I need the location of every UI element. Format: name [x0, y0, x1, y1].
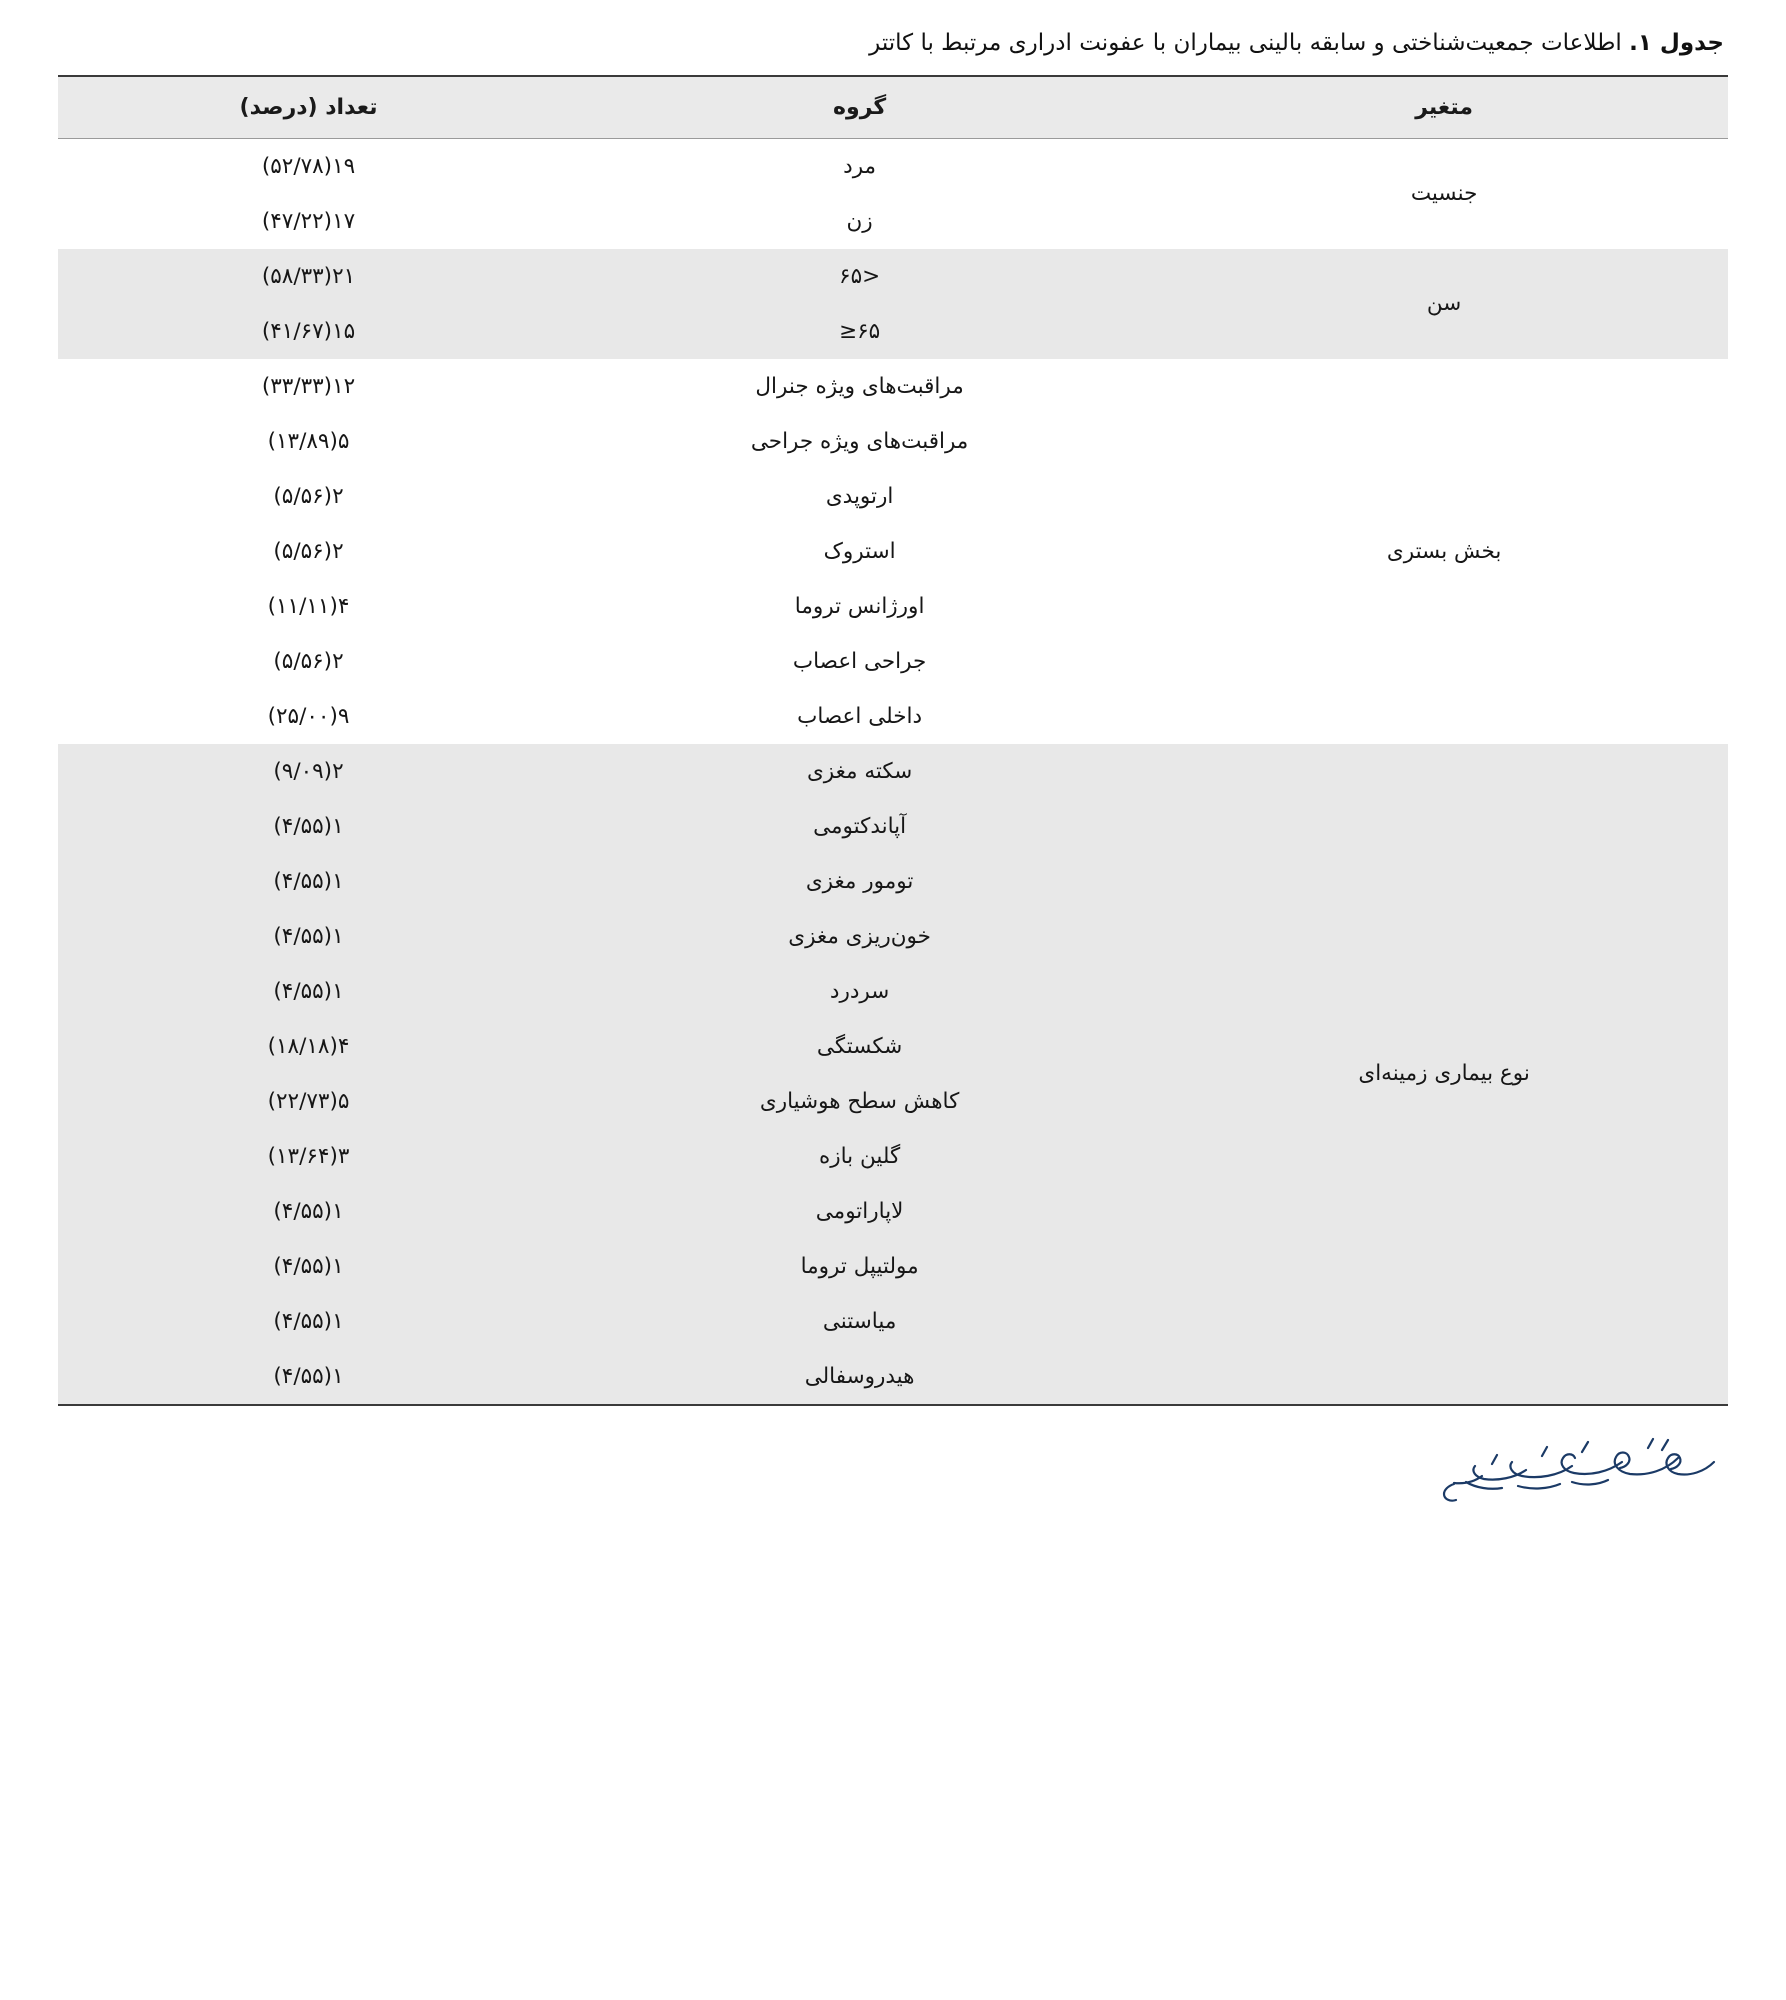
- count-cell: ۳(۱۳/۶۴): [58, 1129, 559, 1184]
- group-cell: شکستگی: [559, 1019, 1160, 1074]
- group-cell: داخلی اعصاب: [559, 689, 1160, 744]
- table-row: [58, 249, 1728, 304]
- group-cell: ۶۵≤: [559, 304, 1160, 359]
- group-cell: سردرد: [559, 964, 1160, 1019]
- group-cell: اورژانس تروما: [559, 579, 1160, 634]
- count-cell: ۱(۴/۵۵): [58, 1239, 559, 1294]
- count-cell: ۲(۵/۵۶): [58, 524, 559, 579]
- page-footer: [58, 1406, 1728, 1540]
- count-cell: ۵(۱۳/۸۹): [58, 414, 559, 469]
- table-caption-label: جدول ۱.: [1629, 30, 1724, 56]
- group-cell: میاستنی: [559, 1294, 1160, 1349]
- group-cell: جراحی اعصاب: [559, 634, 1160, 689]
- group-cell: گلین بازه: [559, 1129, 1160, 1184]
- count-cell: ۲(۹/۰۹): [58, 744, 559, 799]
- count-cell: ۱(۴/۵۵): [58, 1184, 559, 1239]
- count-cell: ۱(۴/۵۵): [58, 854, 559, 909]
- table-caption: [58, 20, 1728, 75]
- count-cell: ۵(۲۲/۷۳): [58, 1074, 559, 1129]
- group-cell: مراقبت‌های ویژه جراحی: [559, 414, 1160, 469]
- count-cell: ۱۵(۴۱/۶۷): [58, 304, 559, 359]
- column-header-variable: متغیر: [1160, 76, 1728, 139]
- count-cell: ۲(۵/۵۶): [58, 469, 559, 524]
- group-cell: هیدروسفالی: [559, 1349, 1160, 1404]
- count-cell: ۱(۴/۵۵): [58, 1294, 559, 1349]
- count-cell: ۱۷(۴۷/۲۲): [58, 194, 559, 249]
- count-cell: ۱(۴/۵۵): [58, 909, 559, 964]
- count-cell: ۲(۵/۵۶): [58, 634, 559, 689]
- group-cell: مراقبت‌های ویژه جنرال: [559, 359, 1160, 414]
- variable-cell: جنسیت: [1160, 138, 1728, 249]
- variable-cell: بخش بستری: [1160, 359, 1728, 744]
- journal-logo: [1422, 1422, 1722, 1512]
- count-cell: ۹(۲۵/۰۰): [58, 689, 559, 744]
- count-cell: ۴(۱۱/۱۱): [58, 579, 559, 634]
- count-cell: ۱(۴/۵۵): [58, 1349, 559, 1404]
- count-cell: ۱(۴/۵۵): [58, 964, 559, 1019]
- group-cell: مرد: [559, 138, 1160, 194]
- group-cell: کاهش سطح هوشیاری: [559, 1074, 1160, 1129]
- table-head: [58, 76, 1728, 139]
- group-cell: استروک: [559, 524, 1160, 579]
- table-caption-text: اطلاعات جمعیت‌شناختی و سابقه بالینی بیماران با عفونت ادراری مرتبط با کاتتر: [869, 30, 1630, 56]
- variable-cell: نوع بیماری زمینه‌ای: [1160, 744, 1728, 1404]
- table-row: [58, 138, 1728, 194]
- count-cell: ۱۲(۳۳/۳۳): [58, 359, 559, 414]
- table-row: [58, 359, 1728, 414]
- column-header-count: تعداد (درصد): [58, 76, 559, 139]
- table-row: [58, 744, 1728, 799]
- group-cell: تومور مغزی: [559, 854, 1160, 909]
- demographics-table: [58, 75, 1728, 1404]
- count-cell: ۲۱(۵۸/۳۳): [58, 249, 559, 304]
- group-cell: <۶۵: [559, 249, 1160, 304]
- group-cell: سکته مغزی: [559, 744, 1160, 799]
- group-cell: ارتوپدی: [559, 469, 1160, 524]
- variable-cell: سن: [1160, 249, 1728, 359]
- group-cell: زن: [559, 194, 1160, 249]
- group-cell: مولتیپل تروما: [559, 1239, 1160, 1294]
- count-cell: ۱۹(۵۲/۷۸): [58, 138, 559, 194]
- group-cell: خون‌ریزی مغزی: [559, 909, 1160, 964]
- group-cell: آپاندکتومی: [559, 799, 1160, 854]
- group-cell: لاپاراتومی: [559, 1184, 1160, 1239]
- table-header-row: [58, 76, 1728, 139]
- column-header-group: گروه: [559, 76, 1160, 139]
- count-cell: ۴(۱۸/۱۸): [58, 1019, 559, 1074]
- count-cell: ۱(۴/۵۵): [58, 799, 559, 854]
- table-body: [58, 138, 1728, 1404]
